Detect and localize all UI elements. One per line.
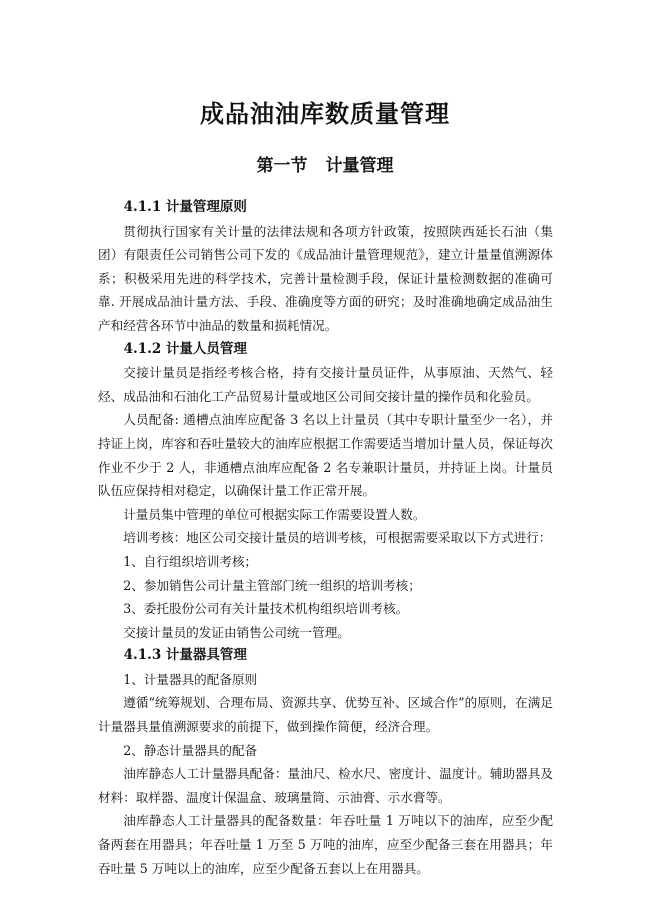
list-item: 2、参加销售公司计量主管部门统一组织的培训考核； — [123, 577, 421, 593]
paragraph: 贯彻执行国家有关计量的法律法规和各项方针政策，按照陕西延长石油（集团）有限责任公司销售公司下发的《成品油计量管理规范》，建立计量量值溯源体系；积极采用先进的科学技术，完善计量检测手段，保证计量检测数据的准确可靠. 开展成品油计量方法、手段、准确度等方面的研究；及时准确地确定成品油生产和经营各环节中油品的数量和损耗情况。 — [98, 223, 553, 333]
document-body — [98, 196, 553, 880]
subsection-heading: 4.1.2 计量人员管理 — [123, 340, 247, 357]
paragraph: 交接计量员是指经考核合格，持有交接计量员证件，从事原油、天然气、轻烃、成品油和石油化工产品贸易计量或地区公司间交接计量的操作员和化验员。 — [98, 365, 553, 404]
paragraph: 计量员集中管理的单位可根据实际工作需要设置人数。 — [123, 506, 426, 522]
list-item: 2、静态计量器具的配备 — [123, 742, 258, 758]
section-number: 第一节 — [256, 156, 308, 176]
list-item: 3、委托股份公司有关计量技术机构组织培训考核。 — [123, 601, 409, 617]
section-name: 计量管理 — [325, 156, 394, 176]
subsection-heading: 4.1.3 计量器具管理 — [123, 647, 247, 664]
paragraph: 培训考核：地区公司交接计量员的培训考核，可根据需要采取以下方式进行： — [123, 530, 552, 546]
subsection-heading: 4.1.1 计量管理原则 — [123, 199, 247, 215]
paragraph: 油库静态人工计量器具配备：量油尺、检水尺、密度计、温度计。辅助器具及材料：取样器、温度计保温盒、玻璃量筒、示油膏、示水膏等。 — [98, 766, 553, 805]
list-item: 1、自行组织培训考核； — [123, 553, 258, 569]
paragraph: 油库静态人工计量器具的配备数量：年吞吐量 1 万吨以下的油库，应至少配备两套在用器具；年吞吐量 1 万至 5 万吨的油库，应至少配备三套在用器具；年吞吐量 5 万吨以上的油库，应至少配备五套以上在用器具。 — [98, 813, 553, 876]
paragraph: 交接计量员的发证由销售公司统一管理。 — [123, 624, 350, 640]
paragraph: 人员配备: 通槽点油库应配备 3 名以上计量员（其中专职计量至少一名），并持证上岗，库容和吞吐量较大的油库应根据工作需要适当增加计量人员，保证每次作业不少于 2 人，非通槽点油库应配备 2 名专兼职计量员，并持证上岗。计量员队伍应保持相对稳定，以确保计量工作正常开展。 — [98, 412, 553, 499]
list-item: 1、计量器具的配备原则 — [123, 671, 258, 687]
section-heading — [0, 152, 650, 180]
document-title: 成品油油库数质量管理 — [200, 99, 450, 128]
paragraph: 遵循“统筹规划、合理布局、资源共享、优势互补、区域合作”的原则，在满足计量器具量值溯源要求的前提下，做到操作简便，经济合理。 — [98, 695, 553, 735]
